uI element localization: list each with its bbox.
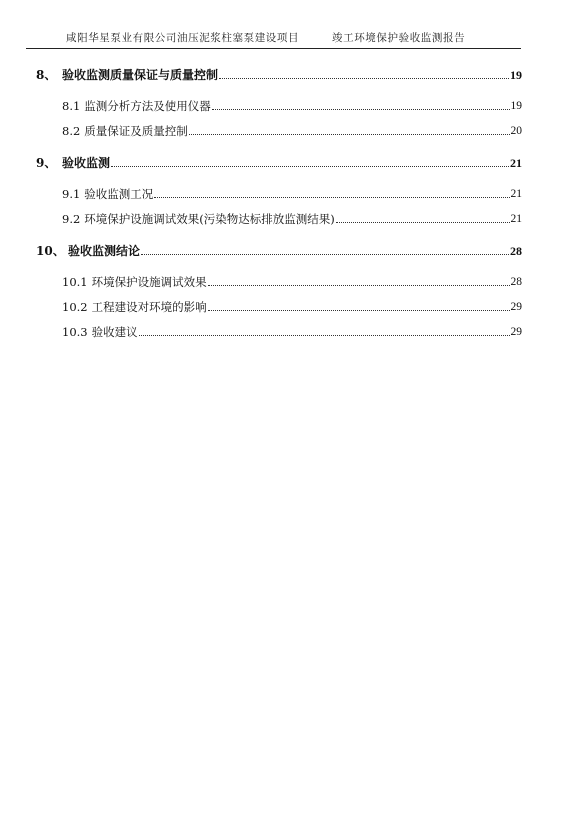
toc-entry-10-2[interactable] xyxy=(36,296,522,314)
toc-dot-leader xyxy=(208,285,510,286)
toc-dot-leader xyxy=(189,134,510,135)
toc-entry-title: 工程建设对环境的影响 xyxy=(91,300,207,314)
toc-entry-page: 21 xyxy=(510,156,522,170)
toc-entry-9[interactable] xyxy=(36,152,522,170)
toc-entry-title: 监测分析方法及使用仪器 xyxy=(84,99,211,113)
toc-entry-page: 29 xyxy=(510,326,522,338)
header-project-name: 咸阳华星泵业有限公司油压泥浆柱塞泵建设项目 xyxy=(66,32,300,44)
toc-entry-number: 8.2 xyxy=(62,124,81,138)
toc-entry-title: 验收建议 xyxy=(91,325,138,339)
toc-entry-title: 质量保证及质量控制 xyxy=(84,124,188,138)
toc-dot-leader xyxy=(212,109,510,110)
toc-entry-number: 10、 xyxy=(36,244,65,258)
page-header xyxy=(26,26,521,49)
toc-entry-page: 29 xyxy=(510,301,522,313)
toc-entry-title: 验收监测工况 xyxy=(84,187,154,201)
toc-entry-9-1[interactable] xyxy=(36,183,522,201)
toc-entry-page: 28 xyxy=(510,276,522,288)
toc-entry-number: 10.1 xyxy=(62,275,88,289)
toc-entry-10[interactable] xyxy=(36,240,522,258)
toc-entry-title: 验收监测 xyxy=(62,156,111,170)
toc-entry-page: 20 xyxy=(510,125,522,137)
toc-dot-leader xyxy=(219,78,509,79)
toc-entry-title: 环境保护设施调试效果 xyxy=(91,275,207,289)
toc-dot-leader xyxy=(111,166,509,167)
toc-entry-page: 19 xyxy=(510,68,522,82)
header-report-title: 竣工环境保护验收监测报告 xyxy=(332,32,466,44)
toc-entry-number: 9.2 xyxy=(62,212,81,226)
toc-dot-leader xyxy=(139,335,510,336)
toc-entry-title: 环境保护设施调试效果(污染物达标排放监测结果) xyxy=(84,212,335,226)
toc-entry-8[interactable] xyxy=(36,64,522,82)
toc-entry-title: 验收监测结论 xyxy=(68,244,141,258)
toc-entry-number: 10.3 xyxy=(62,325,88,339)
toc-dot-leader xyxy=(336,222,510,223)
toc-entry-number: 10.2 xyxy=(62,300,88,314)
toc-entry-9-2[interactable] xyxy=(36,208,522,226)
toc-entry-8-2[interactable] xyxy=(36,120,522,138)
toc-entry-10-1[interactable] xyxy=(36,271,522,289)
toc-entry-page: 28 xyxy=(510,244,522,258)
toc-entry-number: 9、 xyxy=(36,156,57,170)
toc-entry-8-1[interactable] xyxy=(36,95,522,113)
toc-entry-number: 8.1 xyxy=(62,99,81,113)
toc-dot-leader xyxy=(208,310,510,311)
toc-entry-title: 验收监测质量保证与质量控制 xyxy=(62,68,219,82)
toc-entry-page: 21 xyxy=(510,188,522,200)
toc-entry-number: 8、 xyxy=(36,68,57,82)
toc-dot-leader xyxy=(154,197,509,198)
toc-entry-page: 21 xyxy=(510,213,522,225)
toc-entry-number: 9.1 xyxy=(62,187,81,201)
toc-dot-leader xyxy=(141,254,509,255)
toc-entry-page: 19 xyxy=(510,100,522,112)
toc-entry-10-3[interactable] xyxy=(36,321,522,339)
